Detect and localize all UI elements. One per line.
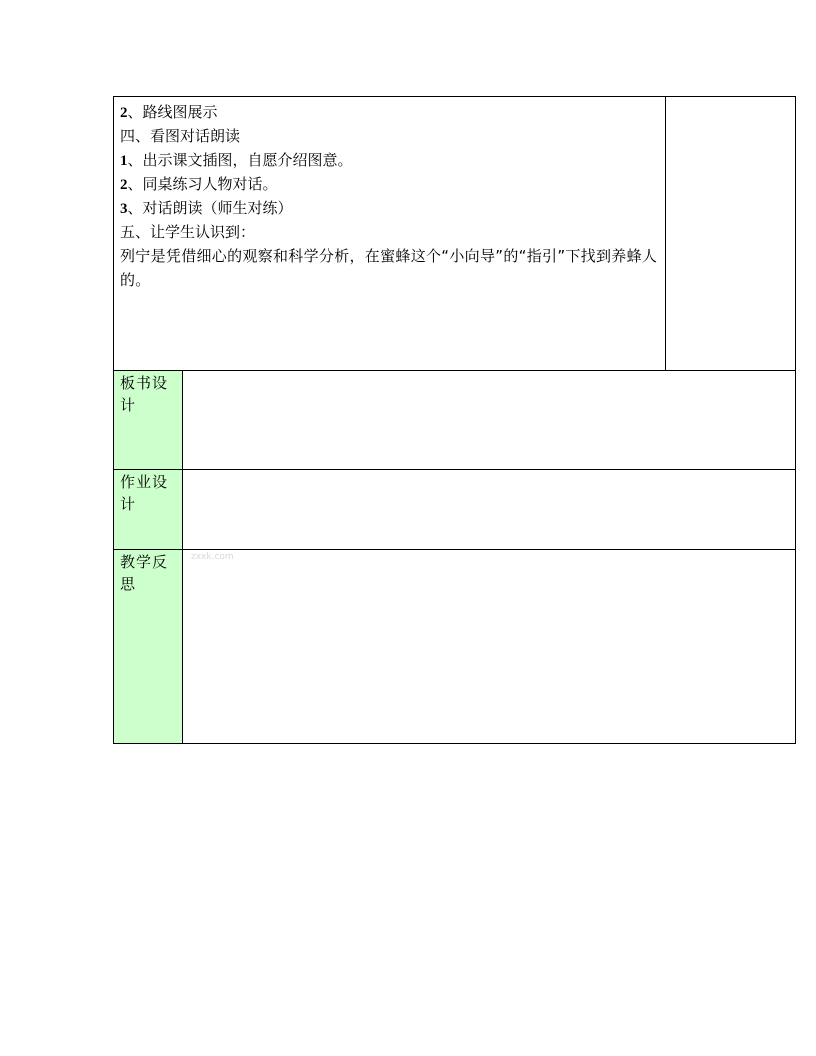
board-design-label: 板书设计 <box>120 374 169 414</box>
teaching-reflection-label-cell <box>114 550 183 743</box>
teaching-reflection-label: 教学反思 <box>120 553 169 593</box>
process-line: 2、路线图展示 <box>120 103 218 121</box>
notes-cell <box>666 97 795 370</box>
lesson-plan-table <box>113 96 796 744</box>
teaching-reflection-row <box>114 550 795 743</box>
process-line: 3、对话朗读（师生对练） <box>120 199 293 217</box>
homework-design-label: 作业设计 <box>120 473 169 513</box>
watermark-text: zxxk.com <box>191 552 234 562</box>
process-line: 四、看图对话朗读 <box>120 127 241 145</box>
conclusion-paragraph: 列宁是凭借细心的观察和科学分析，在蜜蜂这个“小向导”的“指引”下找到养蜂人的。 <box>120 247 658 289</box>
process-line: 1、出示课文插图，自愿介绍图意。 <box>120 151 353 169</box>
homework-design-row <box>114 470 795 550</box>
teaching-process-text <box>120 100 660 292</box>
homework-design-label-cell <box>114 470 183 549</box>
board-design-value-cell <box>183 371 795 469</box>
teaching-reflection-value-cell <box>183 550 795 743</box>
board-design-row <box>114 371 795 470</box>
process-line: 2、同桌练习人物对话。 <box>120 175 278 193</box>
homework-design-value-cell <box>183 470 795 549</box>
board-design-label-cell <box>114 371 183 469</box>
process-line: 五、让学生认识到： <box>120 223 256 241</box>
teaching-process-row <box>114 97 795 371</box>
teaching-process-cell <box>114 97 666 370</box>
